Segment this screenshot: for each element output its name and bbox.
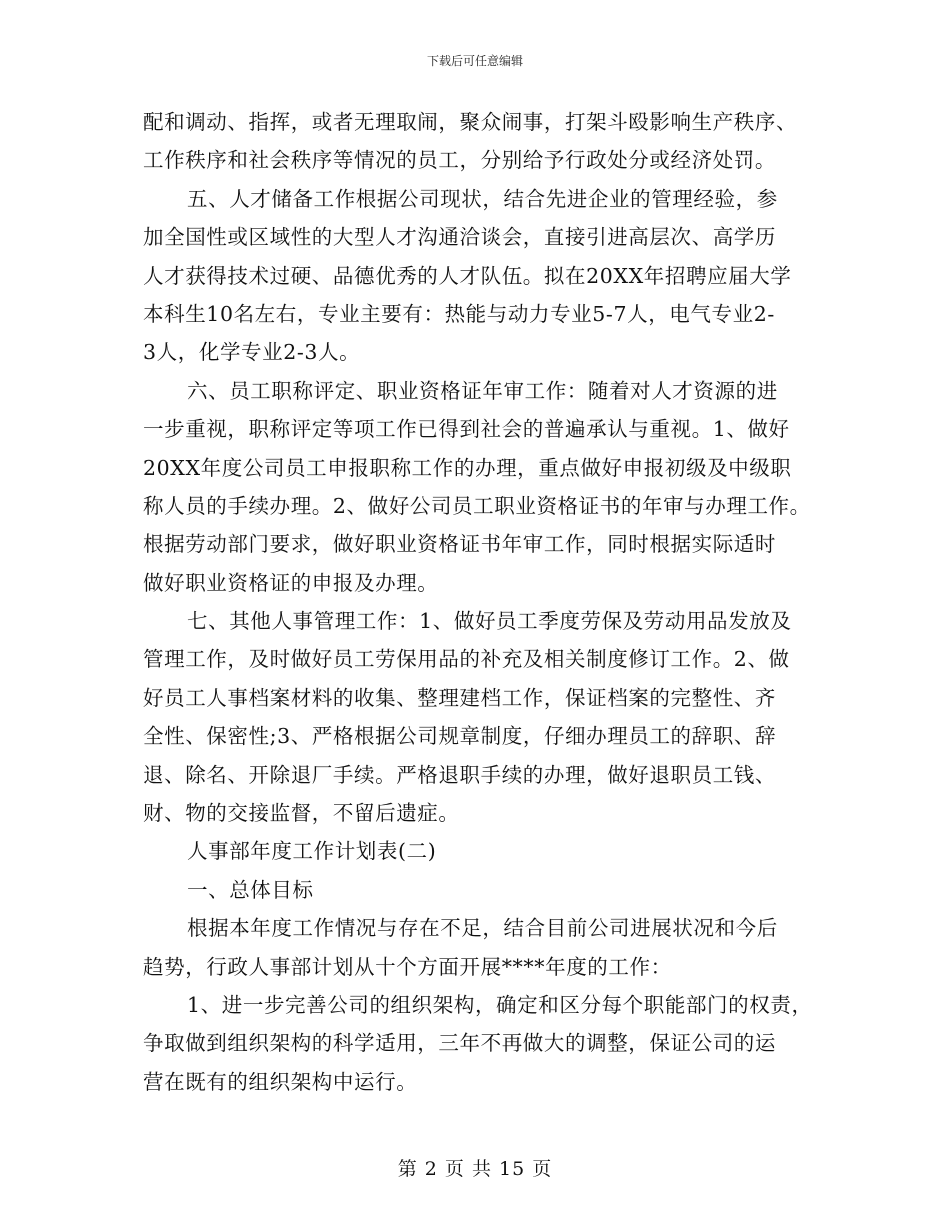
- text-line: 根据劳动部门要求，做好职业资格证书年审工作，同时根据实际适时: [143, 532, 776, 557]
- text-line: 称人员的手续办理。2、做好公司员工职业资格证书的年审与办理工作。: [143, 493, 811, 518]
- text-line: 七、其他人事管理工作：1、做好员工季度劳保及劳动用品发放及: [187, 609, 792, 634]
- text-line: 配和调动、指挥，或者无理取闹，聚众闹事，打架斗殴影响生产秩序、: [143, 110, 798, 134]
- document-body: [143, 103, 823, 1101]
- text-line: 一步重视，职称评定等项工作已得到社会的普遍承认与重视。1、做好: [143, 417, 790, 442]
- text-line: 五、人才储备工作根据公司现状，结合先进企业的管理经验，参: [187, 186, 778, 211]
- text-line: 六、员工职称评定、职业资格证年审工作：随着对人才资源的进: [187, 378, 778, 403]
- text-line: 管理工作，及时做好员工劳保用品的补充及相关制度修订工作。2、做: [143, 647, 790, 672]
- text-line: 加全国性或区域性的大型人才沟通洽谈会，直接引进高层次、高学历: [143, 225, 776, 250]
- text-line: 本科生10名左右，专业主要有：热能与动力专业5-7人，电气专业2-: [143, 301, 775, 326]
- text-line: 财、物的交接监督，不留后遗症。: [143, 801, 460, 826]
- text-line: 根据本年度工作情况与存在不足，结合目前公司进展状况和今后: [187, 916, 778, 941]
- text-line: 好员工人事档案材料的收集、整理建档工作，保证档案的完整性、齐: [143, 685, 776, 710]
- text-line: 做好职业资格证的申报及办理。: [143, 570, 439, 595]
- text-line: 1、进一步完善公司的组织架构，确定和区分每个职能部门的权责，: [187, 992, 813, 1017]
- text-line: 20XX年度公司员工申报职称工作的办理，重点做好申报初级及中级职: [143, 455, 792, 480]
- text-line: 争取做到组织架构的科学适用，三年不再做大的调整，保证公司的运: [143, 1031, 776, 1056]
- header-note: 下载后可任意编辑: [426, 54, 523, 68]
- text-line: 全性、保密性;3、严格根据公司规章制度，仔细办理员工的辞职、辞: [143, 724, 777, 749]
- text-line: 人事部年度工作计划表(二): [187, 839, 437, 864]
- text-line: 营在既有的组织架构中运行。: [143, 1069, 418, 1094]
- text-line: 3人，化学专业2-3人。: [143, 340, 361, 365]
- page-number: 第 2 页 共 15 页: [397, 1158, 553, 1180]
- text-line: 人才获得技术过硬、品德优秀的人才队伍。拟在20XX年招聘应届大学: [143, 263, 792, 288]
- text-line: 工作秩序和社会秩序等情况的员工，分别给予行政处分或经济处罚。: [143, 148, 776, 173]
- text-line: 趋势，行政人事部计划从十个方面开展****年度的工作：: [143, 954, 672, 979]
- text-line: 一、总体目标: [187, 877, 314, 902]
- text-line: 退、除名、开除退厂手续。严格退职手续的办理，做好退职员工钱、: [143, 762, 776, 787]
